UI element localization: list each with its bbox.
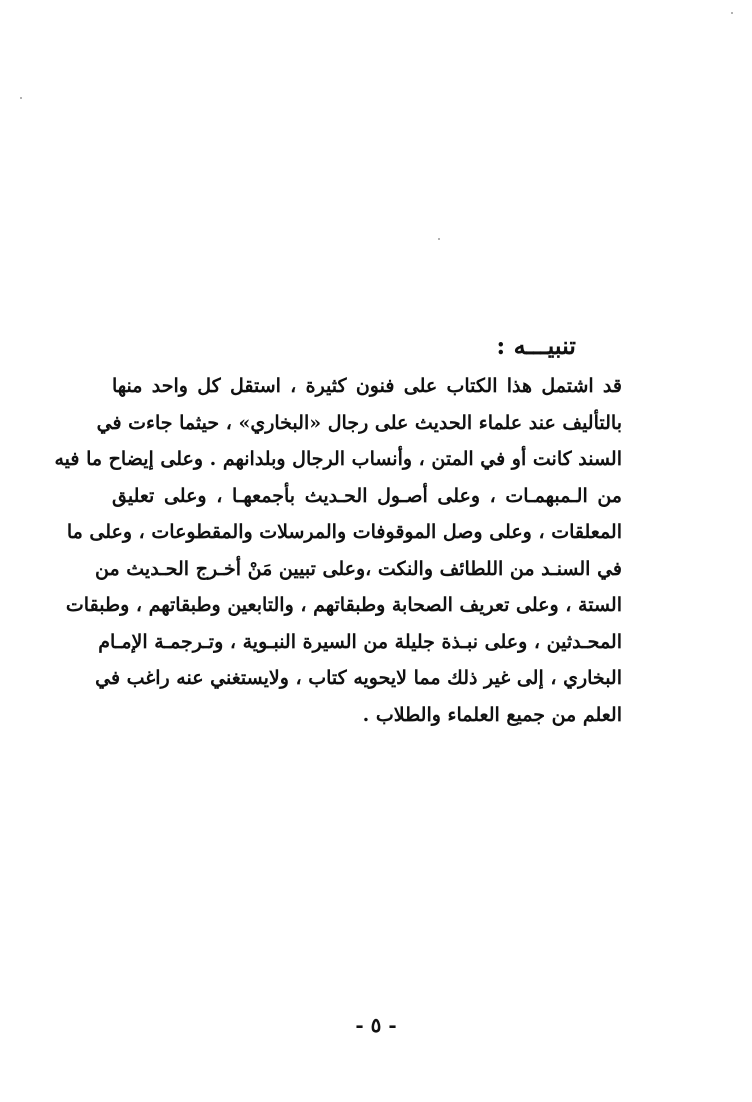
text-line: في السنـد من اللطائف والنكت ،وعلى تبيين مَنْ أخـرج الحـديث من (95, 557, 622, 580)
text-line: السند كانت أو في المتن ، وأنساب الرجال وبلدانهم . وعلى إيضاح ما فيه (54, 448, 622, 470)
scan-speck (731, 12, 733, 14)
page-number: - ٥ - (355, 1013, 397, 1037)
section-heading: تنبيـــه : (496, 331, 576, 360)
scan-speck (438, 238, 440, 240)
text-line: المحـدثين ، وعلى نبـذة جليلة من السيرة النبـوية ، وتـرجمـة الإمـام (98, 630, 622, 653)
text-line: الستة ، وعلى تعريف الصحابة وطبقاتهم ، والتابعين وطبقاتهم ، وطبقات (65, 594, 622, 616)
text-line: بالتأليف عند علماء الحديث على رجال «البخاري» ، حيثما جاءت في (96, 411, 622, 434)
text-line: العلم من جميع العلماء والطلاب . (362, 703, 622, 726)
text-line: المعلقات ، وعلى وصل الموقوفات والمرسلات والمقطوعات ، وعلى ما (66, 521, 622, 543)
scan-speck (20, 97, 22, 99)
paragraph (54, 368, 622, 733)
text-line: البخاري ، إلى غير ذلك مما لايحويه كتاب ، ولايستغني عنه راغب في (95, 667, 622, 689)
text-line: قد اشتمل هذا الكتاب على فنون كثيرة ، استقل كل واحد منها (112, 375, 622, 397)
text-line: من الـمبهمـات ، وعلى أصـول الحـديث بأجمعهـا ، وعلى تعليق (112, 484, 622, 507)
